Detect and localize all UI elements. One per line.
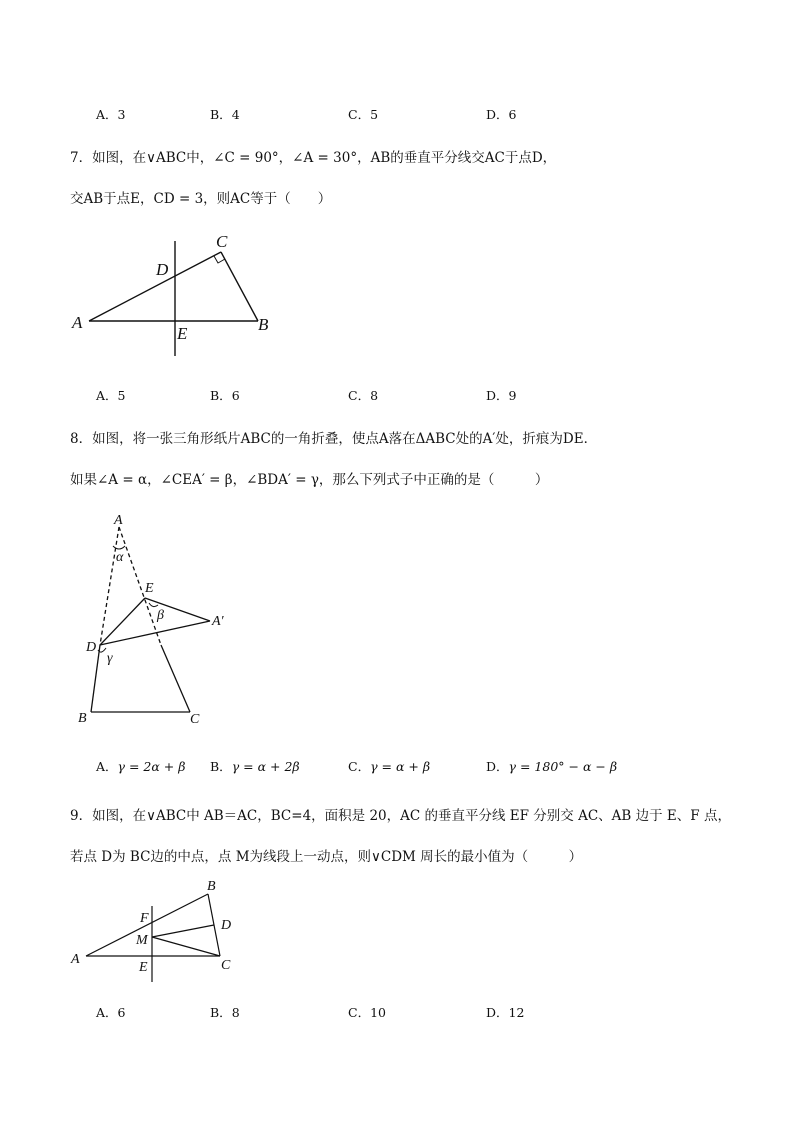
q9-option-b[interactable]: B．8 xyxy=(210,1005,240,1020)
q7-option-c[interactable]: C．8 xyxy=(348,388,379,403)
q8-label-a: A xyxy=(114,513,123,528)
q7-label-e: E xyxy=(177,324,188,343)
q9-label-b: B xyxy=(207,879,216,894)
q9-stem-line1: 9．如图，在∨ABC中 AB＝AC，BC=4，面积是 20，AC 的垂直平分线 EF 分别交 AC、AB 边于 E、F 点， xyxy=(70,808,731,824)
q8-label-gamma: γ xyxy=(107,651,113,666)
q9-label-f: F xyxy=(140,911,149,926)
q9-option-d[interactable]: D．12 xyxy=(486,1005,525,1020)
q6-option-d[interactable]: D．6 xyxy=(486,107,517,122)
q7-option-d[interactable]: D．9 xyxy=(486,388,517,403)
q6-option-c[interactable]: C．5 xyxy=(348,107,379,122)
q8-label-d: D xyxy=(86,640,97,655)
q8-option-b[interactable]: B．γ = α + 2β xyxy=(210,759,300,774)
q9-label-d: D xyxy=(221,918,232,933)
q9-segment-mc xyxy=(152,937,220,956)
q9-label-a: A xyxy=(71,952,80,967)
q7-label-b: B xyxy=(258,315,269,334)
q9-option-c[interactable]: C．10 xyxy=(348,1005,386,1020)
q6-option-a[interactable]: A．3 xyxy=(96,107,126,122)
q9-option-a[interactable]: A．6 xyxy=(96,1005,126,1020)
q8-stem-line1: 8．如图，将一张三角形纸片ABC的一角折叠，使点A落在ΔABC处的A′处，折痕为DE． xyxy=(70,431,598,447)
q7-label-d: D xyxy=(156,260,169,279)
q7-label-c: C xyxy=(216,232,228,251)
q8-option-a[interactable]: A．γ = 2α + β xyxy=(96,759,186,774)
q7-option-a[interactable]: A．5 xyxy=(96,388,126,403)
q6-option-b[interactable]: B．4 xyxy=(210,107,240,122)
q8-option-d[interactable]: D．γ = 180° − α − β xyxy=(486,759,618,774)
q8-label-a-prime: A′ xyxy=(212,614,224,629)
q8-option-c[interactable]: C．γ = α + β xyxy=(348,759,431,774)
q8-label-b: B xyxy=(78,711,87,726)
q8-label-alpha: α xyxy=(116,550,124,565)
q8-label-beta: β xyxy=(157,608,164,623)
q9-stem-line2: 若点 D为 BC边的中点，点 M为线段上一动点，则∨CDM 周长的最小值为（ ） xyxy=(70,849,583,865)
q7-option-b[interactable]: B．6 xyxy=(210,388,240,403)
q9-label-e: E xyxy=(139,960,148,975)
q7-stem-line1: 7．如图，在∨ABC中，∠C = 90°，∠A = 30°，AB的垂直平分线交AC于点D， xyxy=(70,150,557,166)
q7-stem-line2: 交AB于点E，CD = 3，则AC等于（ ） xyxy=(70,191,332,207)
q9-options xyxy=(0,1003,794,1023)
q9-label-m: M xyxy=(136,933,148,948)
q9-segment-md xyxy=(152,925,214,937)
q8-label-e: E xyxy=(145,581,154,596)
q7-label-a: A xyxy=(72,313,83,332)
q8-label-c: C xyxy=(190,712,200,727)
q9-label-c: C xyxy=(221,958,231,973)
q8-stem-line2: 如果∠A = α，∠CEA′ = β，∠BDA′ = γ，那么下列式子中正确的是（ ） xyxy=(70,472,549,488)
